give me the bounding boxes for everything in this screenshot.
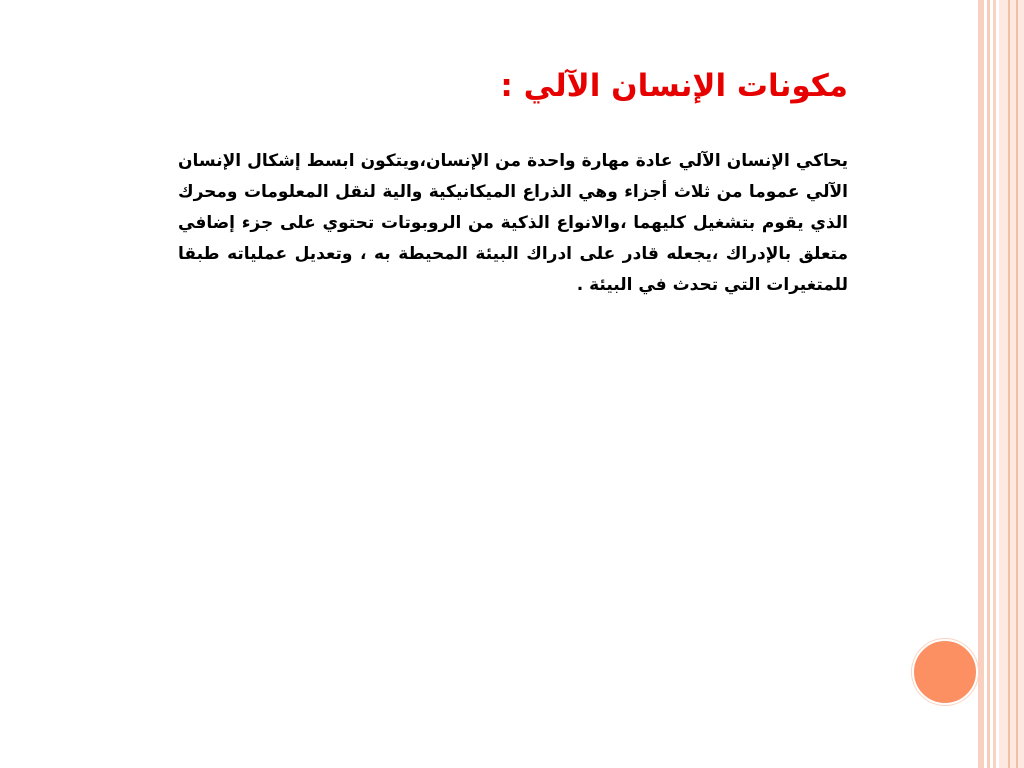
- border-stripe: [1008, 0, 1010, 768]
- slide-paragraph: يحاكي الإنسان الآلي عادة مهارة واحدة من الإنسان،ويتكون ابسط إشكال الإنسان الآلي عموما من ثلاث أجزاء وهي الذراع الميكانيكية والية لنقل المعلومات ومحرك الذي يقوم بتشغيل كليهما ،والانواع الذكية من الروبوتات تحتوي على جزء إضافي متعلق بالإدراك ،يجعله قادر على ادراك البيئة المحيطة به ، وتعديل عملياته طبقا للمتغيرات التي تحدث في البيئة .: [178, 151, 848, 295]
- border-stripe: [987, 0, 990, 768]
- decorative-circle-icon: [912, 639, 978, 705]
- border-stripe: [993, 0, 996, 768]
- border-stripe: [978, 0, 984, 768]
- border-stripe: [1016, 0, 1018, 768]
- border-stripe: [999, 0, 1024, 768]
- slide-title: مكونات الإنسان الآلي :: [500, 68, 848, 104]
